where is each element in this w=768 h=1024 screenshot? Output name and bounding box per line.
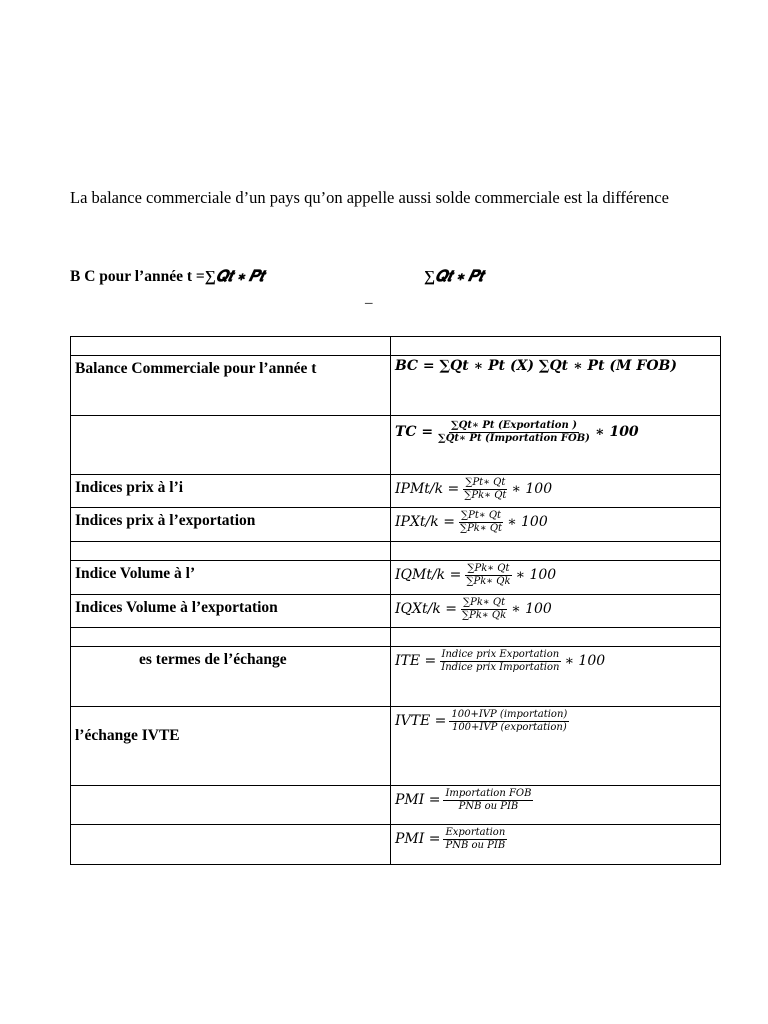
iqx-lhs: IQXt/k = <box>395 601 457 617</box>
row-label: Indices Volume à l’exportation <box>71 595 391 628</box>
row-label: Balance Commerciale pour l’année t <box>71 356 391 416</box>
iqx-denominator: ∑Pk∗ Qk <box>461 609 507 621</box>
row-formula <box>391 707 721 786</box>
iqm-lhs: IQMt/k = <box>395 567 462 583</box>
pmi-import-numerator: Importation FOB <box>445 788 532 799</box>
iqm-tail: ∗ 100 <box>515 567 557 583</box>
iqx-numerator: ∑Pk∗ Qt <box>463 597 506 608</box>
table-row <box>71 416 721 475</box>
row-formula <box>391 647 721 707</box>
table-row <box>71 628 721 647</box>
row-formula <box>391 561 721 595</box>
row-label: Indices prix à l’i <box>71 475 391 508</box>
table-row <box>71 356 721 416</box>
tc-tail: ∗ 100 <box>594 424 639 440</box>
minus-dash: – <box>365 295 373 311</box>
row-formula <box>391 475 721 508</box>
row-label <box>71 825 391 865</box>
row-formula <box>391 825 721 865</box>
pmi-export-numerator: Exportation <box>445 827 506 838</box>
tc-numerator: ∑Qt∗ Pt (Exportation ) <box>451 420 577 431</box>
ite-numerator: Indice prix Exportation <box>441 649 560 660</box>
ivte-lhs: IVTE = <box>395 713 447 729</box>
bc-sum-right: ∑𝑸𝒕 ∗ 𝑷𝒕 <box>424 268 484 285</box>
row-formula <box>391 508 721 542</box>
bc-definition <box>70 268 264 286</box>
pmi-export-lhs: PMI = <box>395 831 441 847</box>
row-label <box>71 416 391 475</box>
ipx-denominator: ∑Pk∗ Qt <box>459 522 503 534</box>
row-formula <box>391 416 721 475</box>
pmi-export-denominator: PNB ou PIB <box>445 839 506 851</box>
row-label: es termes de l’échange <box>71 647 391 707</box>
row-formula <box>391 786 721 825</box>
row-label: l’échange IVTE <box>71 707 391 786</box>
table-row <box>71 825 721 865</box>
row-label <box>71 786 391 825</box>
ivte-denominator: 100+IVP (exportation) <box>451 721 567 733</box>
table-row <box>71 542 721 561</box>
ipm-tail: ∗ 100 <box>511 481 553 497</box>
ivte-numerator: 100+IVP (importation) <box>451 709 568 720</box>
ipx-numerator: ∑Pt∗ Qt <box>460 510 502 521</box>
row-formula <box>391 356 721 416</box>
bc-label: B C pour l’année t = <box>70 268 205 285</box>
ite-lhs: ITE = <box>395 653 437 669</box>
row-formula <box>391 542 721 561</box>
table-row <box>71 508 721 542</box>
ipm-denominator: ∑Pk∗ Qt <box>464 489 507 501</box>
bc-sum-left: ∑𝑸𝒕 ∗ 𝑷𝒕 <box>204 268 265 285</box>
tc-denominator: ∑Qt∗ Pt (Importation FOB) <box>438 432 590 444</box>
pmi-import-denominator: PNB ou PIB <box>458 800 519 812</box>
row-label: Indices prix à l’exportation <box>71 508 391 542</box>
iqm-denominator: ∑Pk∗ Qk <box>466 575 511 587</box>
table-row <box>71 595 721 628</box>
row-label <box>71 337 391 356</box>
bc-formula: 𝑩𝑪 = ∑𝑸𝒕 ∗ 𝑷𝒕 (𝑿) ∑𝑸𝒕 ∗ 𝑷𝒕 (𝑴 𝑭𝑶𝑩) <box>395 358 678 374</box>
row-formula <box>391 595 721 628</box>
intro-paragraph: La balance commerciale d’un pays qu’on appelle aussi solde commerciale est la différence <box>70 188 669 207</box>
ipm-lhs: IPMt/k = <box>395 481 460 497</box>
row-label: Indice Volume à l’ <box>71 561 391 595</box>
formula-table <box>70 336 721 865</box>
tc-lhs: TC = <box>395 424 434 440</box>
table-row <box>71 561 721 595</box>
row-formula <box>391 628 721 647</box>
row-formula <box>391 337 721 356</box>
ipx-tail: ∗ 100 <box>507 514 548 530</box>
pmi-import-lhs: PMI = <box>395 792 441 808</box>
ite-denominator: Indice prix Importation <box>441 661 560 673</box>
ite-tail: ∗ 100 <box>564 653 606 669</box>
table-row <box>71 337 721 356</box>
row-label <box>71 542 391 561</box>
row-label <box>71 628 391 647</box>
table-row <box>71 647 721 707</box>
ipx-lhs: IPXt/k = <box>395 514 455 530</box>
table-row <box>71 707 721 786</box>
ipm-numerator: ∑Pt∗ Qt <box>465 477 506 488</box>
table-row <box>71 786 721 825</box>
iqx-tail: ∗ 100 <box>511 601 552 617</box>
iqm-numerator: ∑Pk∗ Qt <box>467 563 510 574</box>
table-row <box>71 475 721 508</box>
